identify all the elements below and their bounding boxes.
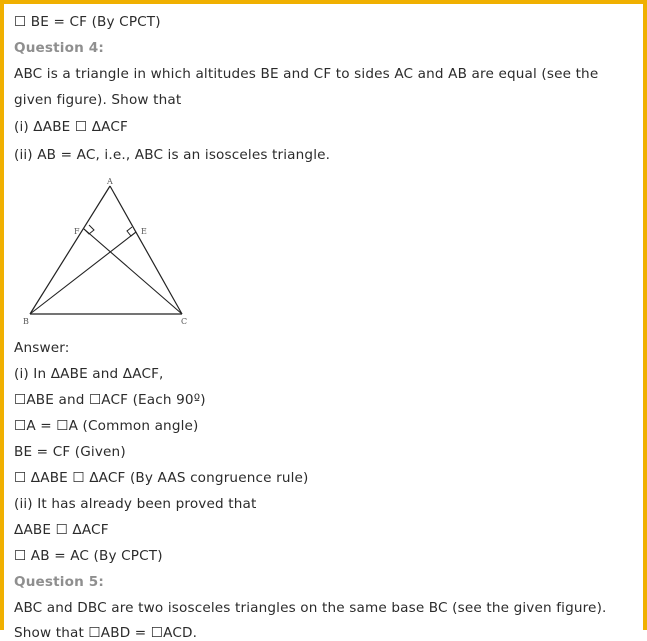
vertex-label-a: A (107, 177, 113, 186)
question-part: (i) ΔABE ☐ ΔACF (14, 119, 128, 135)
answer-line: ☐A = ☐A (Common angle) (14, 418, 199, 434)
question-text: given figure). Show that (14, 92, 182, 108)
answer-line: ☐ ΔABE ☐ ΔACF (By AAS congruence rule) (14, 470, 309, 486)
vertex-label-e: E (141, 227, 147, 236)
vertex-label-c: C (181, 317, 188, 326)
answer-line: ☐ AB = AC (By CPCT) (14, 548, 163, 564)
question-text: ABC and DBC are two isosceles triangles on the same base BC (see the given figure). (14, 600, 607, 616)
side-ac (110, 186, 182, 314)
side-ab (30, 186, 110, 314)
triangle-figure (22, 174, 192, 326)
text-line: ☐ BE = CF (By CPCT) (14, 14, 161, 30)
answer-line: ☐ABE and ☐ACF (Each 90º) (14, 392, 206, 408)
question-part: (ii) AB = AC, i.e., ABC is an isosceles triangle. (14, 147, 331, 163)
question-heading: Question 5: (14, 574, 104, 590)
vertex-label-b: B (23, 317, 29, 326)
answer-line: BE = CF (Given) (14, 444, 126, 460)
altitude-cf (84, 229, 182, 314)
vertex-label-f: F (74, 227, 80, 236)
question-text: Show that ☐ABD = ☐ACD. (14, 625, 198, 641)
question-heading: Question 4: (14, 40, 104, 56)
altitude-be (30, 232, 136, 314)
answer-line: ΔABE ☐ ΔACF (14, 522, 109, 538)
answer-line: (i) In ΔABE and ΔACF, (14, 366, 164, 382)
answer-heading: Answer: (14, 340, 70, 356)
right-angle-mark-e (127, 227, 136, 236)
answer-line: (ii) It has already been proved that (14, 496, 257, 512)
question-text: ABC is a triangle in which altitudes BE and CF to sides AC and AB are equal (see the (14, 66, 599, 82)
